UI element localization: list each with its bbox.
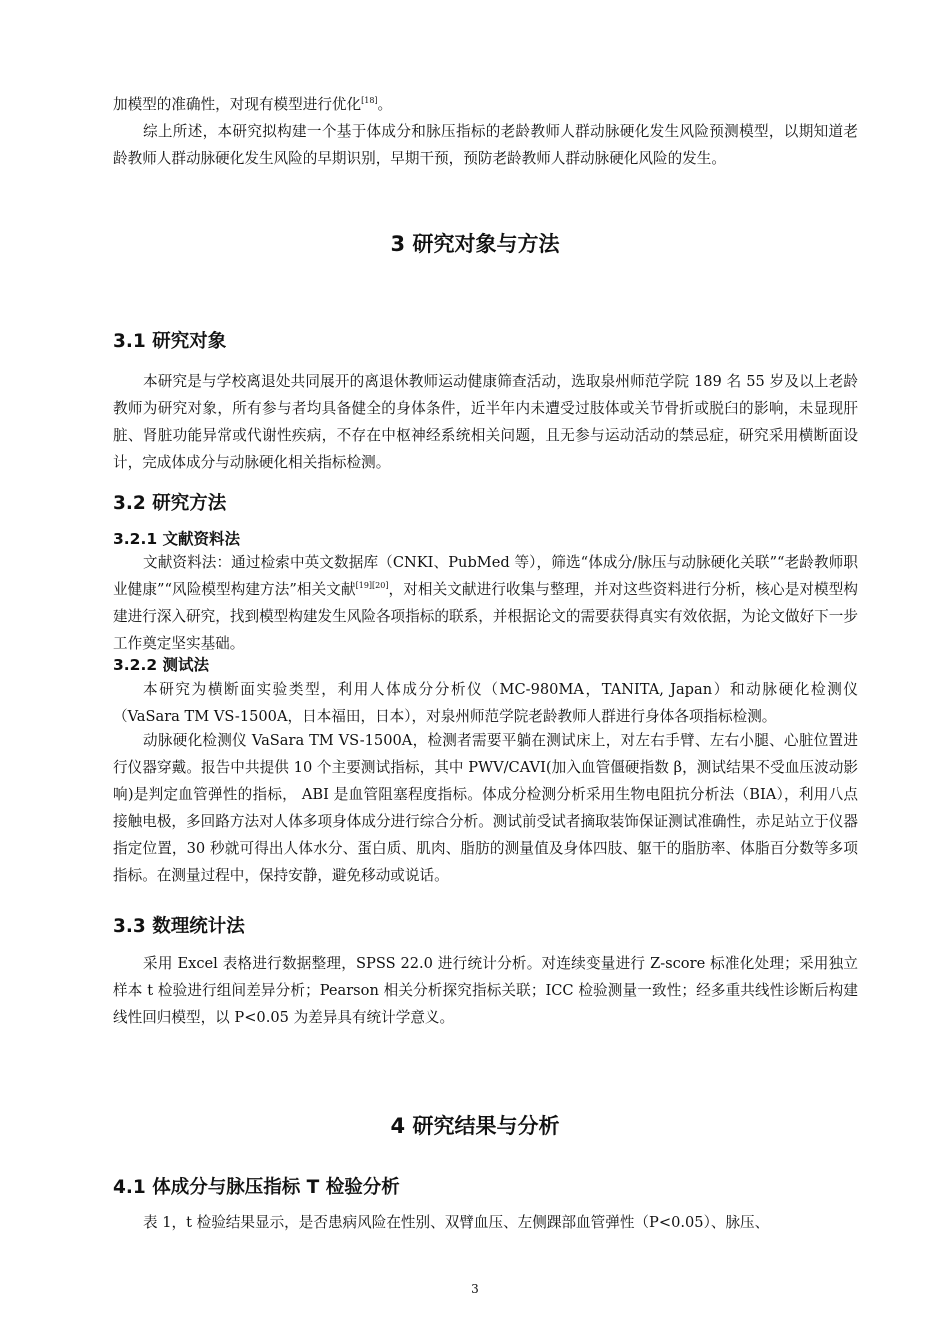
section-3-2-1-title: 3.2.1 文献资料法 (113, 530, 241, 548)
citation-18: [18] (361, 96, 378, 105)
section-3-1-paragraph: 本研究是与学校离退处共同展开的离退休教师运动健康筛查活动，选取泉州师范学院 189 名 55 岁及以上老龄教师为研究对象，所有参与者均具备健全的身体条件，近半年内未遭受过肢体或关节骨折或脱臼的影响，未显现肝脏、肾脏功能异常或代谢性疾病，不存在中枢神经系统相关问题，且无参与运动活动的禁忌症，研究采用横断面设计，完成体成分与动脉硬化相关指标检测。 (113, 373, 858, 471)
section-3-2-title: 3.2 研究方法 (113, 493, 227, 514)
section-4-1-paragraph: 表 1，t 检验结果显示，是否患病风险在性别、双臂血压、左侧踝部血管弹性（P<0.05）、脉压、 (143, 1214, 770, 1231)
section-3-2-2-paragraph-1: 本研究为横断面实验类型，利用人体成分分析仪（MC-980MA，TANITA, Japan）和动脉硬化检测仪（VaSara TM VS-1500A，日本福田，日本），对泉州师范学院老龄教师人群进行身体各项指标检测。 (113, 681, 858, 725)
chapter-3-title: 3 研究对象与方法 (390, 232, 560, 256)
intro-paragraph-end (113, 91, 858, 118)
chapter-4-title: 4 研究结果与分析 (390, 1114, 560, 1138)
page-number: 3 (471, 1282, 479, 1296)
section-3-3-paragraph: 采用 Excel 表格进行数据整理，SPSS 22.0 进行统计分析。对连续变量进行 Z-score 标准化处理；采用独立样本 t 检验进行组间差异分析；Pearson 相关分析探究指标关联；ICC 检验测量一致性；经多重共线性诊断后构建线性回归模型，以 P<0.05 为差异具有统计学意义。 (113, 955, 858, 1026)
section-3-1-title: 3.1 研究对象 (113, 331, 227, 352)
section-3-2-1-paragraph (113, 549, 858, 657)
literature-text-b: ，对相关文献进行收集与整理，并对这些资料进行分析，核心是对模型构建进行深入研究，找到模型构建发生风险各项指标的联系，并根据论文的需要获得真实有效依据，为论文做好下一步工作奠定坚实基础。 (113, 581, 858, 652)
literature-text-a: 文献资料法：通过检索中英文数据库（CNKI、PubMed 等），筛选“体成分/脉压与动脉硬化关联”“老龄教师职业健康”“风险模型构建方法”相关文献 (113, 554, 858, 598)
citation-19-20: [19][20] (355, 581, 389, 590)
section-3-3-title: 3.3 数理统计法 (113, 916, 245, 937)
summary-paragraph: 综上所述，本研究拟构建一个基于体成分和脉压指标的老龄教师人群动脉硬化发生风险预测模型，以期知道老龄教师人群动脉硬化发生风险的早期识别，早期干预，预防老龄教师人群动脉硬化风险的发生。 (113, 123, 858, 167)
intro-period: 。 (377, 96, 393, 113)
section-3-2-2-paragraph-2: 动脉硬化检测仪 VaSara TM VS-1500A，检测者需要平躺在测试床上，对左右手臂、左右小腿、心脏位置进行仪器穿戴。报告中共提供 10 个主要测试指标，其中 PWV/CAVI(加入血管僵硬指数 β，测试结果不受血压波动影响)是判定血管弹性的指标， ABI 是血管阻塞程度指标。体成分检测分析采用生物电阻抗分析法（BIA），利用八点接触电极，多回路方法对人体多项身体成分进行综合分析。测试前受试者摘取装饰保证测试准确性，赤足站立于仪器指定位置，30 秒就可得出人体水分、蛋白质、肌肉、脂肪的测量值及身体四肢、躯干的脂肪率、体脂百分数等多项指标。在测量过程中，保持安静，避免移动或说话。 (113, 732, 858, 884)
section-4-1-title: 4.1 体成分与脉压指标 T 检验分析 (113, 1177, 400, 1198)
section-3-2-2-title: 3.2.2 测试法 (113, 656, 210, 674)
intro-text: 加模型的准确性，对现有模型进行优化 (113, 96, 362, 113)
